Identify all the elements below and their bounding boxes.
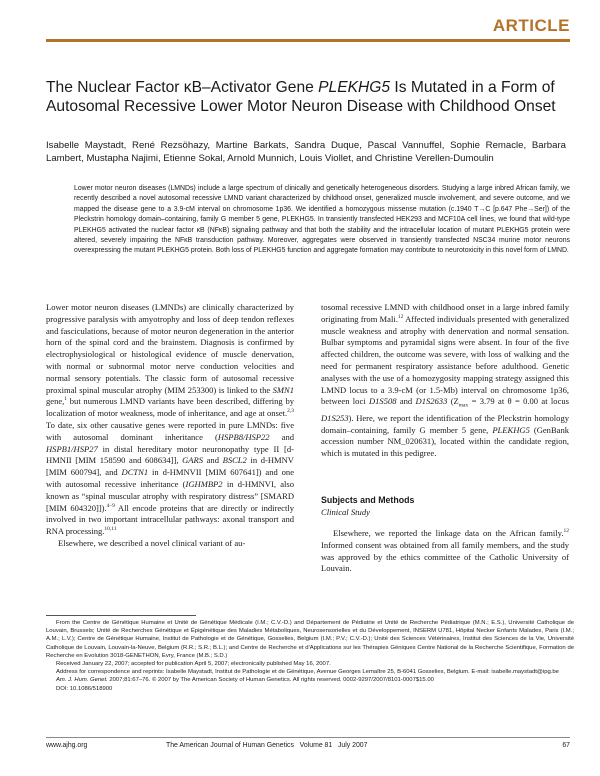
subsection-heading: Clinical Study bbox=[321, 507, 370, 518]
subscript: max bbox=[458, 403, 469, 410]
citation-ref: 12 bbox=[563, 528, 569, 535]
journal-info: The American Journal of Human Genetics Volume 81 July 2007 bbox=[166, 742, 368, 749]
citation-ref: 12 bbox=[397, 313, 404, 320]
locus-name: D1S253 bbox=[321, 412, 349, 423]
footnote-rule bbox=[46, 615, 196, 616]
intro-paragraph-1: Lower motor neuron diseases (LMNDs) are clinically characterized by progressive paralysis with amyotrophy and loss of deep tendon reflexes and fasciculations, because of motor neuron degeneration in the anterior horn of the spinal cord and the brainstem. Diagnosis is confirmed by electrophysiological or histological evidence of muscle denervation, with normal or subnormal motor nerve conduction velocities and normal sensory potentials. The classic form of autosomal recessive proximal spinal muscular atrophy (MIM 253300) is linked to the SMN1 gene,$^1$ but numerous LMND variants have been described, differing by localization of motor weakness, mode of inheritance, and age at onset.$^{2,3}$ To date, six other causative genes were reported in pure LMNDs: five with autosomal dominant inheritance (HSPB8/HSP22 and HSPB1/HSP27 in distal hereditary motor neuronopathy type II [d-HMNII [MIM 158590 and 608634]], GARS and BSCL2 in d-HMNV [MIM 600794], and DCTN1 in d-HMNVII [MIM 607641]) and one with autosomal recessive inheritance (IGHMBP2 in d-HMNVI, also known as “spinal muscular atrophy with respiratory distress” [SMARD [MIM 604320]]).$^{4-9}$ All encode proteins that are directly or indirectly involved in two important intracellular pathways: axonal transport and RNA processing.$^{10,11}$ bbox=[46, 302, 294, 537]
title-gene: PLEKHG5 bbox=[318, 79, 391, 96]
citation-ref: 1 bbox=[64, 396, 68, 403]
locus-name: D1S508 bbox=[368, 396, 397, 407]
author-list: Isabelle Maystadt, René Rezsöhazy, Martine Barkats, Sandra Duque, Pascal Vannuffel, Sophie Remacle, Barbara Lambert, Mustapha Najimi, Etienne Sokal, Arnold Munnich, Louis Viollet, and Christine Verellen-Dumoulin bbox=[46, 140, 566, 165]
gene-name: GARS bbox=[182, 455, 204, 466]
locus-name: D1S2633 bbox=[415, 396, 448, 407]
correspondence: Address for correspondence and reprints: Isabelle Maystadt, Institut de Pathologie et de Génétique, Avenue Georges Lemaître 25, B-6041 Gosselies, Belgium. E-mail: isabelle.maystadt@ipg.be bbox=[56, 669, 559, 676]
gene-name: SMN1 bbox=[272, 384, 294, 395]
gene-name: HSPB8/HSP22 bbox=[217, 431, 270, 442]
citation-ref: 4–9 bbox=[106, 502, 115, 509]
affiliations: From the Centre de Génétique Humaine et Unité de Génétique Médicale (I.M.; C.V.-D.) and Département de Pédiatrie et Unité de Recherche Pédiatrique (M.N.; E.S.), Université Catholique de Louvain, Brussels; Unité de Recherches Génétique et Épigénétique des Maladies Métaboliques, Neurosensorielles et du Développement, INSERM U781, Hôpital Necker Enfants Malades, Paris (I.M.; A.M.; L.V.); Centre de Génétique Humaine, Institut de Pathologie et de Génétique, Gosselies, Belgium (I.M.; P.V.; C.V.-D.); Unité des Sciences Vétérinaires, Institut des Sciences de la Vie, Université Catholique de Louvain, Louvain-la-Neuve, Belgium (R.R.; S.R.; B.L.); and Centre de Recherche et d'Applications sur les Thérapies Géniques Centre National de la Recherche Scientifique, Formation de Recherche en Evolution 3018-GENETHON, Evry, France (M.B.; S.D.) bbox=[46, 620, 574, 659]
article-type-label: ARTICLE bbox=[492, 16, 570, 35]
left-column bbox=[46, 302, 294, 550]
article-title bbox=[46, 79, 566, 116]
intro-paragraph-2: Elsewhere, we described a novel clinical variant of au- bbox=[58, 537, 246, 548]
abstract: Lower motor neuron diseases (LMNDs) include a large spectrum of clinically and genetically heterogeneous disorders. Studying a large inbred African family, we recently described a novel autosomal recessive LMND variant characterized by childhood onset, generalized muscle involvement, and severe outcome, and we mapped the disease gene to a 3.9-cM interval on chromosome 1p36. We identified a homozygous missense mutation (c.1940 T→C [p.647 Phe→Ser]) of the Pleckstrin homology domain–containing, family G member 5 gene, PLEKHG5. In transiently transfected HEK293 and MCF10A cell lines, we found that wild-type PLEKHG5 activated the nuclear factor κB (NFκB) signaling pathway and that both the stability and the intracellular location of mutant PLEKHG5 protein were altered, severely impairing the NFκB transduction pathway. Moreover, aggregates were observed in transiently transfected NSC34 murine motor neurons overexpressing the mutant PLEKHG5 protein. Both loss of PLEKHG5 function and aggregate formation may contribute to neurotoxicity in this novel form of LMND. bbox=[74, 185, 570, 255]
gene-name: IGHMBP2 bbox=[185, 478, 223, 489]
journal-website: www.ajhg.org bbox=[46, 742, 88, 749]
citation-ref: 10,11 bbox=[104, 526, 117, 533]
gene-name: HSPB1/HSP27 bbox=[46, 443, 98, 454]
footer-rule bbox=[46, 737, 570, 738]
citation: Am. J. Hum. Genet. 2007;81:67–76. © 2007 by The American Society of Human Genetics. All rights reserved. 0002-9297/2007/8101-0007$15.00 bbox=[56, 677, 434, 684]
footnotes bbox=[46, 619, 574, 693]
methods-paragraph: Elsewhere, we reported the linkage data on the African family.$^{12}$ Informed consent was obtained from all family members, and the study was approved by the ethics committee of the Catholic University of Louvain. bbox=[321, 528, 569, 574]
citation-ref: 2,3 bbox=[287, 408, 294, 415]
gene-name: PLEKHG5 bbox=[492, 424, 530, 435]
title-part2: Is Mutated in a Form of Autosomal Recessive Lower Motor Neuron Disease with Childhood Onset bbox=[46, 79, 556, 115]
journal-abbrev: Am. J. Hum. Genet. bbox=[56, 677, 108, 684]
received-dates: Received January 22, 2007; accepted for publication April 5, 2007; electronically published May 16, 2007. bbox=[56, 661, 331, 668]
right-column bbox=[321, 302, 569, 575]
header-rule bbox=[46, 39, 570, 42]
intro-paragraph-continued: tosomal recessive LMND with childhood onset in a large inbred family originating from Mali.$^{12}$ Affected individuals presented with generalized muscle weakness and atrophy with denervation and normal sensation. Bulbar symptoms and pyramidal signs were absent. In four of the five affected children, the outcome was severe, with loss of walking and the need for permanent respiratory assistance before adulthood. Genetic analyses with the use of a homozygosity mapping strategy assigned this LMND locus to a 3.9-cM (or 1.5-Mb) interval on chromosome 1p36, between loci D1S508 and D1S2633 ($Z_{max} = 3.79$ at θ = 0.00 at locus D1S253). Here, we report the identification of the Pleckstrin homology domain–containing, family G member 5 gene, PLEKHG5 (GenBank accession number NM_020631), located within the candidate region, which is mutated in this pedigree. bbox=[321, 302, 570, 459]
gene-name: DCTN1 bbox=[121, 467, 149, 478]
page-number: 67 bbox=[562, 742, 570, 749]
section-heading: Subjects and Methods bbox=[321, 495, 415, 506]
doi: DOI: 10.1086/518900 bbox=[56, 685, 113, 692]
gene-name: BSCL2 bbox=[222, 455, 247, 466]
title-part1: The Nuclear Factor κB–Activator Gene bbox=[46, 79, 319, 96]
